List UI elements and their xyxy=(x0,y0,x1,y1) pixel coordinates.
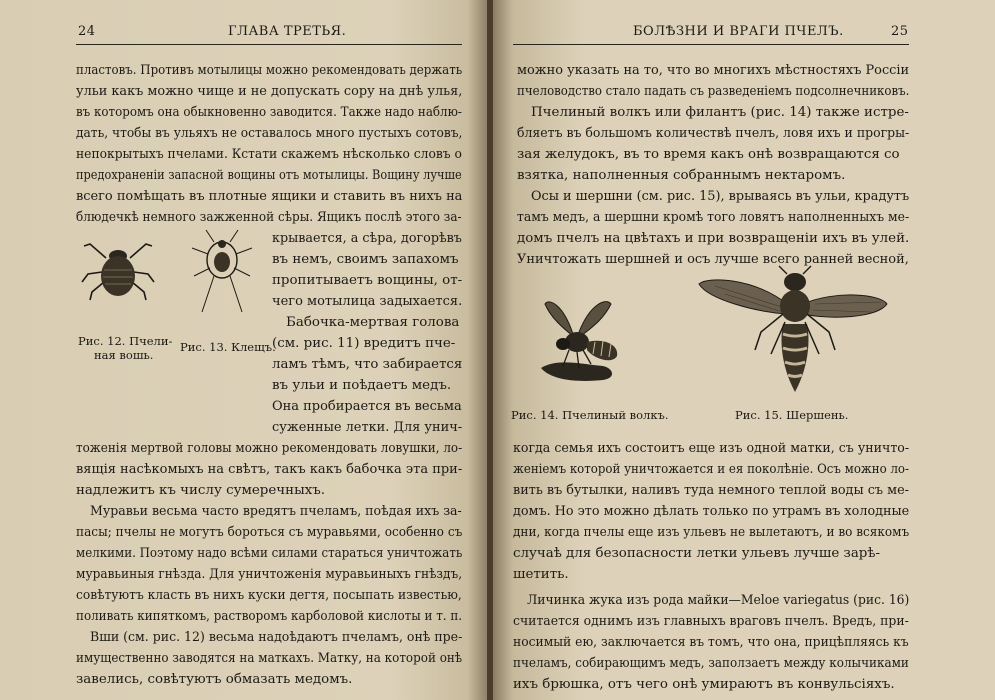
body-line: когда семья ихъ состоитъ еще изъ одной матки, съ уничто- xyxy=(513,441,910,456)
body-line: пластовъ. Противъ мотылицы можно рекомендовать держать xyxy=(76,63,463,78)
body-line: тоженія мертвой головы можно рекомендовать ловушки, ло- xyxy=(76,441,463,456)
body-line: Она пробирается въ весьма xyxy=(272,399,462,414)
body-line: домъ. Но это можно дѣлать только по утрамъ въ холодные xyxy=(513,504,910,519)
body-line: имущественно заводятся на маткахъ. Матку, на которой онѣ xyxy=(76,651,463,666)
body-line: суженные летки. Для унич- xyxy=(272,420,463,435)
body-line: завелись, совѣтуютъ обмазать медомъ. xyxy=(76,672,353,687)
page-number-left: 24 xyxy=(78,24,96,39)
body-line: непокрытыхъ пчелами. Кстати скажемъ нѣсколько словъ о xyxy=(76,147,462,162)
body-line: дать, чтобы въ ульяхъ не оставалось много пустыхъ сотовъ, xyxy=(76,126,463,141)
body-line: зая желудокъ, въ то время какъ онѣ возвращаются со xyxy=(517,147,900,162)
body-line: носимый ею, заключается въ томъ, что она, прицѣпляясь къ xyxy=(513,635,909,650)
body-line: совѣтуютъ класть въ нихъ куски дегтя, посыпать известью, xyxy=(76,588,462,603)
bee-wolf-illustration xyxy=(533,294,633,390)
body-line: Осы и шершни (см. рис. 15), врываясь въ ульи, крадутъ xyxy=(531,189,910,204)
body-line: ульи какъ можно чище и не допускать сору на днѣ улья, xyxy=(76,84,463,99)
body-line: Личинка жука изъ рода майки—Meloe variegatus (рис. 16) xyxy=(527,593,910,608)
body-line: взятка, наполненныя собраннымъ нектаромъ. xyxy=(517,168,846,183)
body-line: Уничтожать шершней и осъ лучше всего ранней весной, xyxy=(517,252,909,267)
header-rule-left xyxy=(76,44,462,45)
body-line: ламъ тѣмъ, что забирается xyxy=(272,357,463,372)
body-line: муравьиныя гнѣзда. Для уничтоженія муравьиныхъ гнѣздъ, xyxy=(76,567,463,582)
body-line: всего помѣщать въ плотные ящики и ставить въ нихъ на xyxy=(76,189,463,204)
body-line: дни, когда пчелы еще изъ ульевъ не вылетаютъ, и во всякомъ xyxy=(513,525,910,540)
body-line: въ немъ, своимъ запахомъ xyxy=(272,252,459,267)
figure-14-caption: Рис. 14. Пчелиный волкъ. xyxy=(511,408,669,422)
body-line: случаѣ для безопасности летки ульевъ лучше зарѣ- xyxy=(513,546,880,561)
left-page xyxy=(0,0,487,700)
body-line: въ ульи и поѣдаетъ медъ. xyxy=(272,378,452,393)
body-line: пчеламъ, собирающимъ медъ, заползаетъ между колычиками xyxy=(513,656,909,671)
running-head-right: БОЛѢЗНИ И ВРАГИ ПЧЕЛЪ. xyxy=(633,24,844,39)
body-line: надлежитъ къ числу сумеречныхъ. xyxy=(76,483,326,498)
body-line: тамъ медъ, а шершни кромѣ того ловятъ наполненныхъ ме- xyxy=(517,210,910,225)
running-head-left: ГЛАВА ТРЕТЬЯ. xyxy=(228,24,347,39)
body-line: чего мотылица задыхается. xyxy=(272,294,463,309)
body-line: бляетъ въ большомъ количествѣ пчелъ, ловя ихъ и прогры- xyxy=(517,126,910,141)
body-line: шетить. xyxy=(513,567,569,582)
header-rule-right xyxy=(513,44,909,45)
bee-louse-illustration xyxy=(78,230,158,310)
body-line: домъ пчелъ на цвѣтахъ и при возвращеніи ихъ въ улей. xyxy=(517,231,910,246)
body-line: Бабочка-мертвая голова xyxy=(286,315,460,330)
body-line: крывается, а сѣра, догорѣвъ xyxy=(272,231,462,246)
figure-15-caption: Рис. 15. Шершень. xyxy=(735,408,849,422)
body-line: ихъ брюшка, отъ чего онѣ умираютъ въ конвульсіяхъ. xyxy=(513,677,895,692)
mite-illustration xyxy=(184,224,260,320)
body-line: блюдечкѣ немного зажженной сѣры. Ящикъ послѣ этого за- xyxy=(76,210,462,225)
body-line: вящія насѣкомыхъ на свѣтъ, такъ какъ бабочка эта при- xyxy=(76,462,463,477)
body-line: пропитываетъ вощины, от- xyxy=(272,273,463,288)
body-line: Пчелиный волкъ или филантъ (рис. 14) также истре- xyxy=(531,105,909,120)
figure-12-caption: ная вошь. xyxy=(94,348,154,362)
body-line: пчеловодство стало падать съ разведеніемъ подсолнечниковъ. xyxy=(517,84,910,99)
right-page xyxy=(493,0,995,700)
body-line: (см. рис. 11) вредитъ пче- xyxy=(272,336,456,351)
body-line: пасы; пчелы не могутъ бороться съ муравьями, особенно съ xyxy=(76,525,463,540)
body-line: поливать кипяткомъ, растворомъ карболовой кислоты и т. п. xyxy=(76,609,463,624)
body-line: мелкими. Поэтому надо всѣми силами стараться уничтожать xyxy=(76,546,463,561)
page-number-right: 25 xyxy=(891,24,909,39)
body-line: вить въ бутылки, наливъ туда немного теплой воды съ ме- xyxy=(513,483,909,498)
figure-13-caption: Рис. 13. Клещъ. xyxy=(180,340,276,354)
body-line: предохраненіи запасной вощины отъ мотылицы. Вощину лучше xyxy=(76,168,462,183)
body-line: Вши (см. рис. 12) весьма надоѣдаютъ пчеламъ, онѣ пре- xyxy=(90,630,463,645)
body-line: въ которомъ она обыкновенно заводится. Также надо наблю- xyxy=(76,105,462,120)
body-line: женіемъ которой уничтожается и ея поколѣніе. Осъ можно ло- xyxy=(513,462,910,477)
body-line: Муравьи весьма часто вредятъ пчеламъ, поѣдая ихъ за- xyxy=(90,504,462,519)
hornet-illustration xyxy=(695,264,895,400)
figure-12-caption: Рис. 12. Пчели- xyxy=(78,334,173,348)
body-line: можно указать на то, что во многихъ мѣстностяхъ Россіи xyxy=(517,63,910,78)
body-line: считается однимъ изъ главныхъ враговъ пчелъ. Вредъ, при- xyxy=(513,614,909,629)
